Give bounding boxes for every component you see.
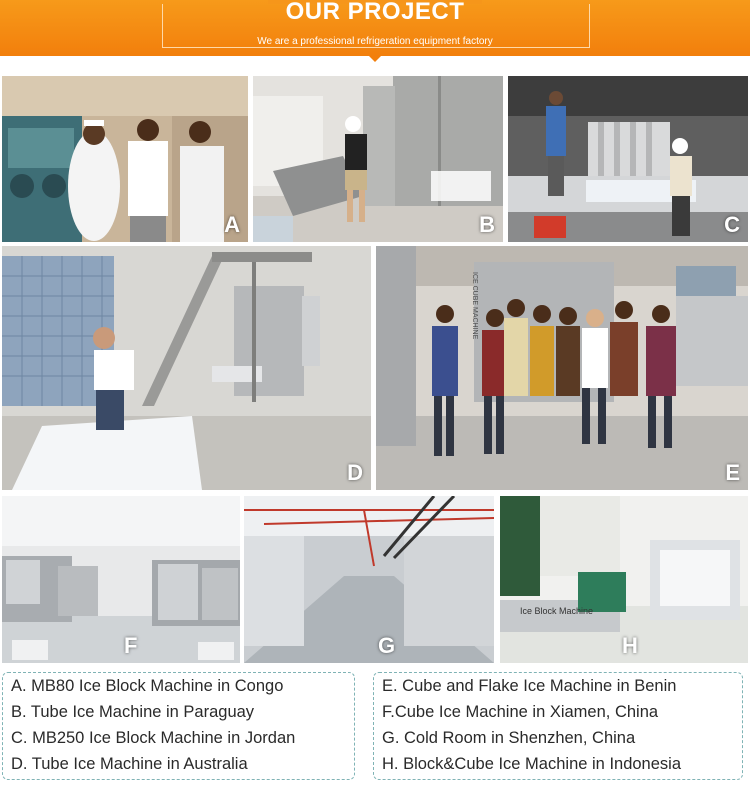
e-machine-sign: ICE CUBE MACHINE [471,272,478,340]
photo-f-label: F [124,633,138,658]
photo-c [508,76,748,242]
caption-legend-left [2,672,355,780]
caption-f: F.Cube Ice Machine in Xiamen, China [382,703,659,721]
caption-d: D. Tube Ice Machine in Australia [11,755,248,773]
photo-a-label: A [224,212,240,237]
photo-g-scene [244,496,494,663]
photo-g-label: G [378,633,396,658]
photo-b-scene [253,76,503,242]
caption-b: B. Tube Ice Machine in Paraguay [11,703,255,721]
photo-f [2,496,240,663]
caption-a: A. MB80 Ice Block Machine in Congo [11,677,284,695]
page-title: OUR PROJECT [285,0,465,25]
photo-b-label: B [479,212,495,237]
caption-h: H. Block&Cube Ice Machine in Indonesia [382,755,681,773]
header-banner [0,0,750,56]
photo-b [253,76,503,242]
banner-pointer [369,56,381,62]
caption-legend-right [373,672,743,780]
caption-e: E. Cube and Flake Ice Machine in Benin [382,677,677,695]
photo-e [376,246,748,490]
photo-a [2,76,248,242]
h-machine-sign: Ice Block Machine [520,606,594,616]
photo-e-label: E [725,460,740,485]
photo-g [244,496,494,663]
photo-h-label: H [622,633,638,658]
photo-h [500,496,748,663]
photo-d-label: D [347,460,363,485]
photo-c-label: C [724,212,740,237]
photo-f-scene [2,496,240,663]
page-subtitle: We are a professional refrigeration equipment factory [257,36,493,47]
photo-c-scene [508,76,748,242]
photo-d [2,246,371,490]
caption-g: G. Cold Room in Shenzhen, China [382,729,636,747]
photo-e-scene [376,246,748,490]
photo-a-scene [2,76,248,242]
caption-c: C. MB250 Ice Block Machine in Jordan [11,729,296,747]
photo-d-scene [2,246,371,490]
